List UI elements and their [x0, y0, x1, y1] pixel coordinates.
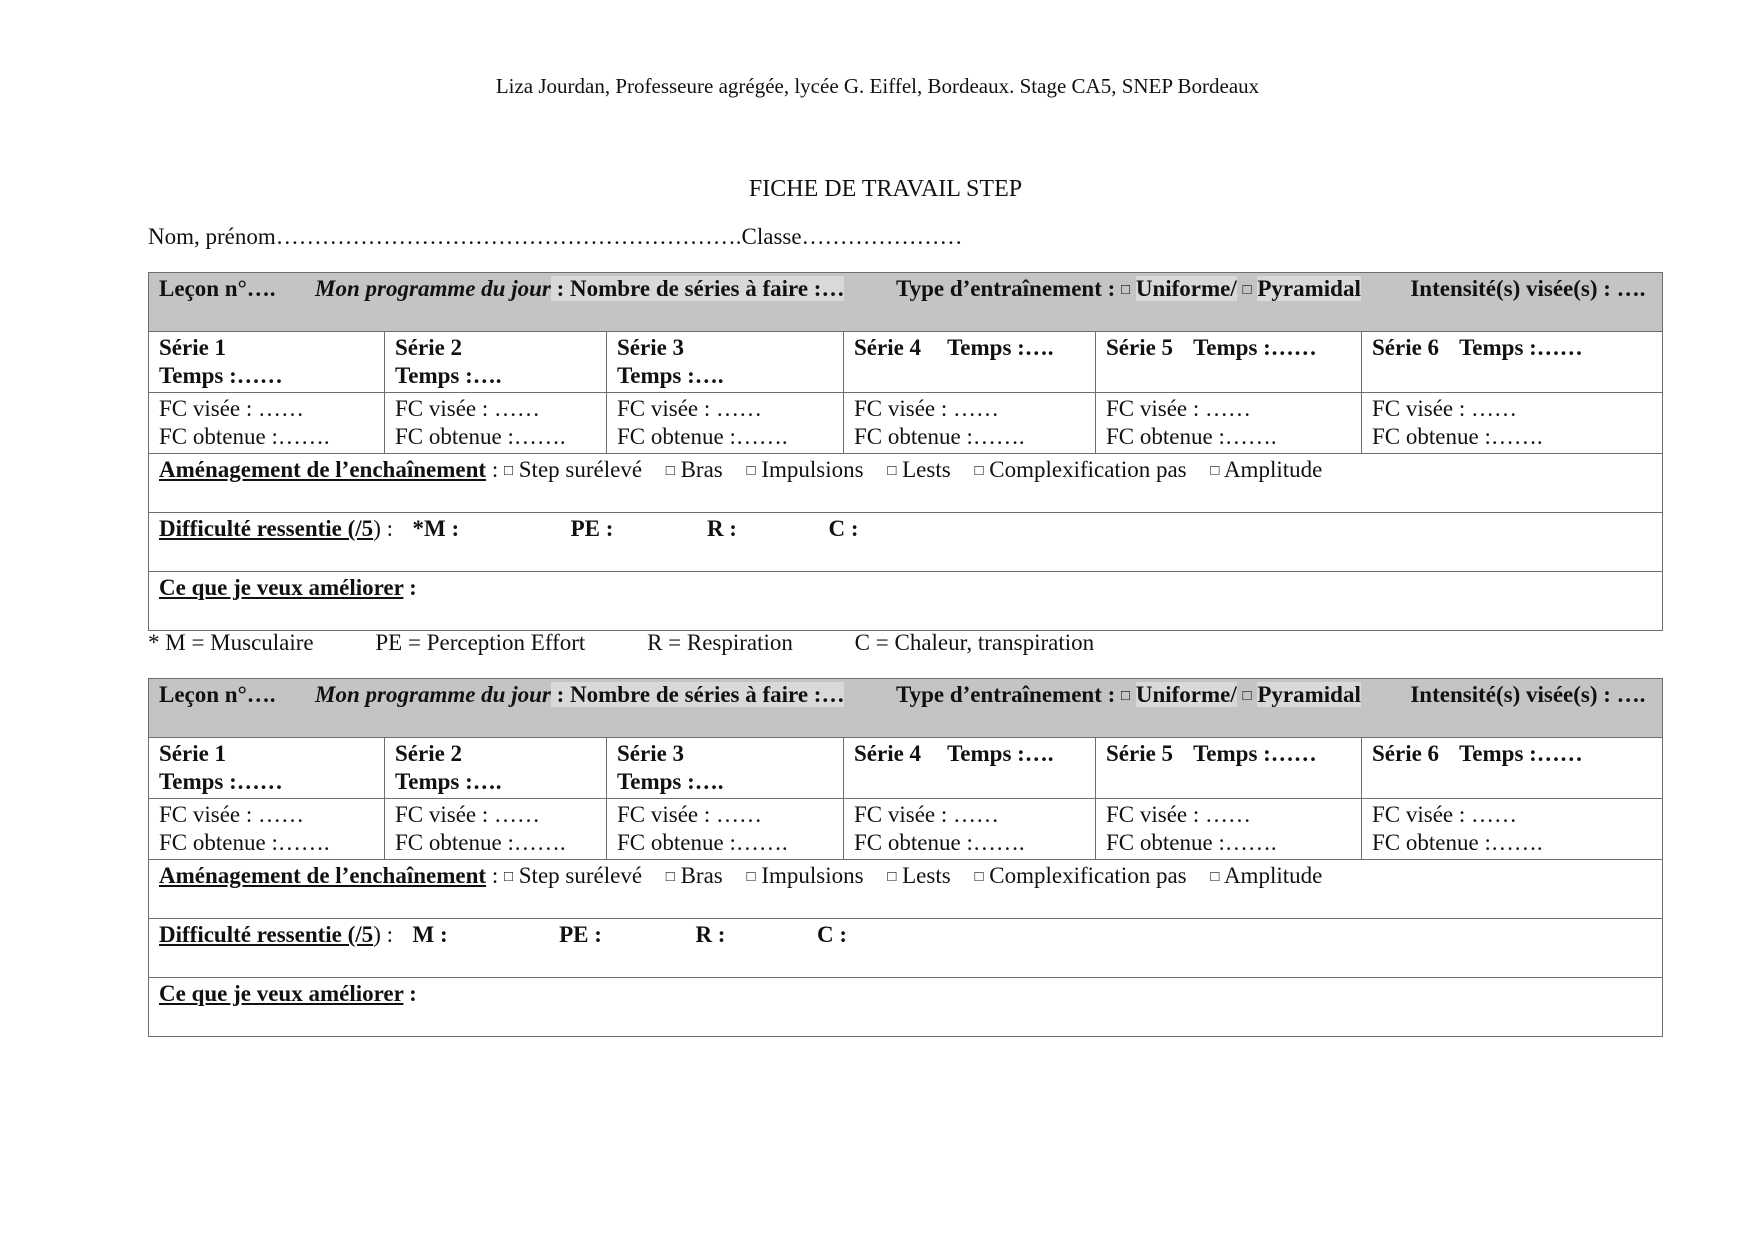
legend-c: C = Chaleur, transpiration: [854, 630, 1095, 655]
difficulty-row: [149, 513, 1663, 572]
program-label: Mon programme du jour: [315, 276, 551, 301]
uniforme-checkbox[interactable]: □: [1121, 282, 1131, 298]
checkbox-icon: □: [887, 869, 897, 885]
uniforme-checkbox[interactable]: □: [1121, 688, 1131, 704]
difficulty-r[interactable]: R :: [695, 922, 726, 947]
fc-target: FC visée : ……: [617, 396, 763, 421]
fc-obtained: FC obtenue :…….: [1372, 424, 1543, 449]
option-label: Lests: [902, 457, 951, 482]
legend-pe: PE = Perception Effort: [375, 630, 586, 655]
heart-rate-row: [149, 393, 1663, 454]
checkbox-icon: □: [1210, 869, 1220, 885]
uniforme-label: Uniforme/: [1135, 682, 1237, 707]
option-label: Amplitude: [1223, 457, 1323, 482]
fc-target: FC visée : ……: [1372, 802, 1518, 827]
heart-rate-cell[interactable]: [149, 393, 385, 454]
fc-target: FC visée : ……: [395, 802, 541, 827]
heart-rate-cell[interactable]: [1096, 799, 1362, 860]
difficulty-cell: Difficulté ressentie (/5) : M : PE : R : C :: [149, 919, 1663, 978]
checkbox-icon: □: [974, 869, 984, 885]
checkbox-icon: □: [974, 463, 984, 479]
fc-obtained: FC obtenue :…….: [395, 830, 566, 855]
series-cell: [1362, 332, 1663, 393]
lesson-number[interactable]: Leçon n°….: [159, 682, 276, 707]
series-name: Série 2: [395, 335, 463, 360]
series-name: Série 4: [854, 335, 922, 360]
program-cell: [149, 679, 1663, 738]
option-lests[interactable]: [887, 457, 950, 482]
option-complexification-pas[interactable]: [974, 863, 1186, 888]
series-cell: [149, 738, 385, 799]
fc-obtained: FC obtenue :…….: [1372, 830, 1543, 855]
uniforme-label: Uniforme/: [1135, 276, 1237, 301]
heart-rate-cell[interactable]: [844, 393, 1096, 454]
option-label: Bras: [680, 863, 723, 888]
fc-target: FC visée : ……: [395, 396, 541, 421]
heart-rate-cell[interactable]: [149, 799, 385, 860]
series-time[interactable]: Temps :….: [617, 363, 724, 388]
series-time[interactable]: Temps :….: [395, 363, 502, 388]
series-cell: [149, 332, 385, 393]
improve-cell[interactable]: Ce que je veux améliorer :: [149, 572, 1663, 631]
fc-target: FC visée : ……: [617, 802, 763, 827]
fc-obtained: FC obtenue :…….: [617, 424, 788, 449]
series-time[interactable]: Temps :….: [395, 769, 502, 794]
series-time[interactable]: Temps :……: [159, 769, 283, 794]
option-label: Lests: [902, 863, 951, 888]
lesson-number[interactable]: Leçon n°….: [159, 276, 276, 301]
heart-rate-cell[interactable]: [385, 799, 607, 860]
difficulty-pe[interactable]: PE :: [559, 922, 602, 947]
checkbox-icon: □: [665, 463, 675, 479]
series-time[interactable]: Temps :……: [1193, 741, 1317, 766]
series-time[interactable]: Temps :….: [947, 335, 1054, 360]
series-cell: [844, 738, 1096, 799]
heart-rate-cell[interactable]: [844, 799, 1096, 860]
series-cell: [385, 738, 607, 799]
abbreviation-legend: [148, 630, 1150, 656]
heart-rate-cell[interactable]: [1362, 393, 1663, 454]
series-cell: [1096, 332, 1362, 393]
series-name: Série 4: [854, 741, 922, 766]
series-cell: [607, 738, 844, 799]
fc-target: FC visée : ……: [854, 396, 1000, 421]
series-name: Série 3: [617, 335, 685, 360]
difficulty-r[interactable]: R :: [706, 516, 737, 541]
series-header-row: [149, 738, 1663, 799]
series-name: Série 2: [395, 741, 463, 766]
series-name: Série 1: [159, 335, 227, 360]
difficulty-pe[interactable]: PE :: [570, 516, 614, 541]
fc-obtained: FC obtenue :…….: [854, 830, 1025, 855]
pyramidal-label: Pyramidal: [1257, 276, 1361, 301]
legend-r: R = Respiration: [647, 630, 793, 655]
series-count[interactable]: : Nombre de séries à faire :…: [550, 276, 845, 301]
fc-target: FC visée : ……: [1372, 396, 1518, 421]
heart-rate-row: [149, 799, 1663, 860]
amenagement-cell: Aménagement de l’enchaînement : □ Step surélevé □ Bras □ Impulsions □ Lests □ Complexification pas □ Amplitude: [149, 860, 1663, 919]
series-name: Série 5: [1106, 335, 1174, 360]
option-bras[interactable]: [666, 863, 723, 888]
difficulty-cell: Difficulté ressentie (/5) : *M : PE : R : C :: [149, 513, 1663, 572]
training-type-label: Type d’entraînement :: [895, 682, 1116, 707]
program-cell: [149, 273, 1663, 332]
improve-row: [149, 978, 1663, 1037]
heart-rate-cell[interactable]: [607, 393, 844, 454]
fc-obtained: FC obtenue :…….: [854, 424, 1025, 449]
fc-target: FC visée : ……: [1106, 802, 1252, 827]
training-type-label: Type d’entraînement :: [895, 276, 1116, 301]
option-impulsions[interactable]: [747, 457, 864, 482]
fc-target: FC visée : ……: [854, 802, 1000, 827]
intensity-field[interactable]: Intensité(s) visée(s) : ….: [1410, 682, 1646, 707]
series-cell: [1096, 738, 1362, 799]
checkbox-icon: □: [503, 869, 514, 885]
amenagement-cell: Aménagement de l’enchaînement : □ Step surélevé □ Bras □ Impulsions □ Lests □ Complexification pas □ Amplitude: [149, 454, 1663, 513]
series-time[interactable]: Temps :……: [1459, 741, 1583, 766]
option-label: Step surélevé: [518, 457, 643, 482]
series-cell: [607, 332, 844, 393]
improve-row: [149, 572, 1663, 631]
difficulty-label: Difficulté ressentie (/5: [159, 516, 374, 541]
improve-label: Ce que je veux améliorer: [159, 981, 404, 1006]
improve-label: Ce que je veux améliorer: [159, 575, 404, 600]
series-time[interactable]: Temps :……: [1459, 335, 1583, 360]
option-label: Bras: [680, 457, 723, 482]
series-name: Série 6: [1372, 741, 1440, 766]
program-label: Mon programme du jour: [315, 682, 551, 707]
series-header-row: [149, 332, 1663, 393]
fc-target: FC visée : ……: [159, 396, 305, 421]
series-count[interactable]: : Nombre de séries à faire :…: [550, 682, 845, 707]
option-label: Amplitude: [1223, 863, 1323, 888]
series-name: Série 1: [159, 741, 227, 766]
difficulty-m[interactable]: M :: [412, 922, 448, 947]
checkbox-icon: □: [746, 463, 756, 479]
option-step-sureleve[interactable]: [504, 457, 642, 482]
heart-rate-cell[interactable]: [1096, 393, 1362, 454]
series-name: Série 6: [1372, 335, 1440, 360]
option-bras[interactable]: [666, 457, 723, 482]
fc-obtained: FC obtenue :…….: [617, 830, 788, 855]
fc-target: FC visée : ……: [159, 802, 305, 827]
option-step-sureleve[interactable]: [504, 863, 642, 888]
option-label: Complexification pas: [989, 863, 1187, 888]
difficulty-c[interactable]: C :: [816, 922, 847, 947]
option-label: Step surélevé: [518, 863, 643, 888]
fc-obtained: FC obtenue :…….: [159, 424, 330, 449]
fc-target: FC visée : ……: [1106, 396, 1252, 421]
amenagement-label: Aménagement de l’enchaînement: [159, 457, 487, 482]
program-row: [149, 679, 1663, 738]
series-time[interactable]: Temps :….: [947, 741, 1054, 766]
amenagement-label: Aménagement de l’enchaînement: [159, 863, 487, 888]
improve-cell[interactable]: Ce que je veux améliorer :: [149, 978, 1663, 1037]
checkbox-icon: □: [665, 869, 675, 885]
checkbox-icon: □: [1210, 463, 1220, 479]
option-amplitude[interactable]: [1210, 863, 1322, 888]
document-title: FICHE DE TRAVAIL STEP: [748, 176, 1023, 202]
fc-obtained: FC obtenue :…….: [159, 830, 330, 855]
difficulty-row: [149, 919, 1663, 978]
pyramidal-checkbox[interactable]: □: [1242, 282, 1252, 298]
option-amplitude[interactable]: [1210, 457, 1322, 482]
series-time[interactable]: Temps :……: [159, 363, 283, 388]
option-lests[interactable]: [887, 863, 950, 888]
option-complexification-pas[interactable]: [974, 457, 1186, 482]
difficulty-m[interactable]: *M :: [412, 516, 460, 541]
heart-rate-cell[interactable]: [385, 393, 607, 454]
difficulty-label: Difficulté ressentie (/5: [159, 922, 374, 947]
fc-obtained: FC obtenue :…….: [1106, 424, 1277, 449]
heart-rate-cell[interactable]: [1362, 799, 1663, 860]
checkbox-icon: □: [503, 463, 514, 479]
name-class-field[interactable]: Nom, prénom…………………………………………………….Classe…………………: [148, 224, 963, 249]
series-cell: [844, 332, 1096, 393]
difficulty-c[interactable]: C :: [828, 516, 859, 541]
option-label: Complexification pas: [989, 457, 1187, 482]
pyramidal-checkbox[interactable]: □: [1242, 688, 1252, 704]
fc-obtained: FC obtenue :…….: [1106, 830, 1277, 855]
work-table-1: [148, 272, 1663, 631]
series-time[interactable]: Temps :……: [1193, 335, 1317, 360]
amenagement-row: [149, 454, 1663, 513]
series-name: Série 5: [1106, 741, 1174, 766]
legend-m: * M = Musculaire: [148, 630, 314, 655]
work-table-2: [148, 678, 1663, 1037]
page-header: Liza Jourdan, Professeure agrégée, lycée G. Eiffel, Bordeaux. Stage CA5, SNEP Bordeaux: [495, 74, 1260, 98]
series-cell: [1362, 738, 1663, 799]
amenagement-row: [149, 860, 1663, 919]
fc-obtained: FC obtenue :…….: [395, 424, 566, 449]
option-label: Impulsions: [761, 863, 864, 888]
heart-rate-cell[interactable]: [607, 799, 844, 860]
pyramidal-label: Pyramidal: [1257, 682, 1361, 707]
intensity-field[interactable]: Intensité(s) visée(s) : ….: [1410, 276, 1646, 301]
option-impulsions[interactable]: [747, 863, 864, 888]
option-label: Impulsions: [761, 457, 864, 482]
series-name: Série 3: [617, 741, 685, 766]
series-time[interactable]: Temps :….: [617, 769, 724, 794]
series-cell: [385, 332, 607, 393]
checkbox-icon: □: [746, 869, 756, 885]
checkbox-icon: □: [887, 463, 897, 479]
program-row: [149, 273, 1663, 332]
